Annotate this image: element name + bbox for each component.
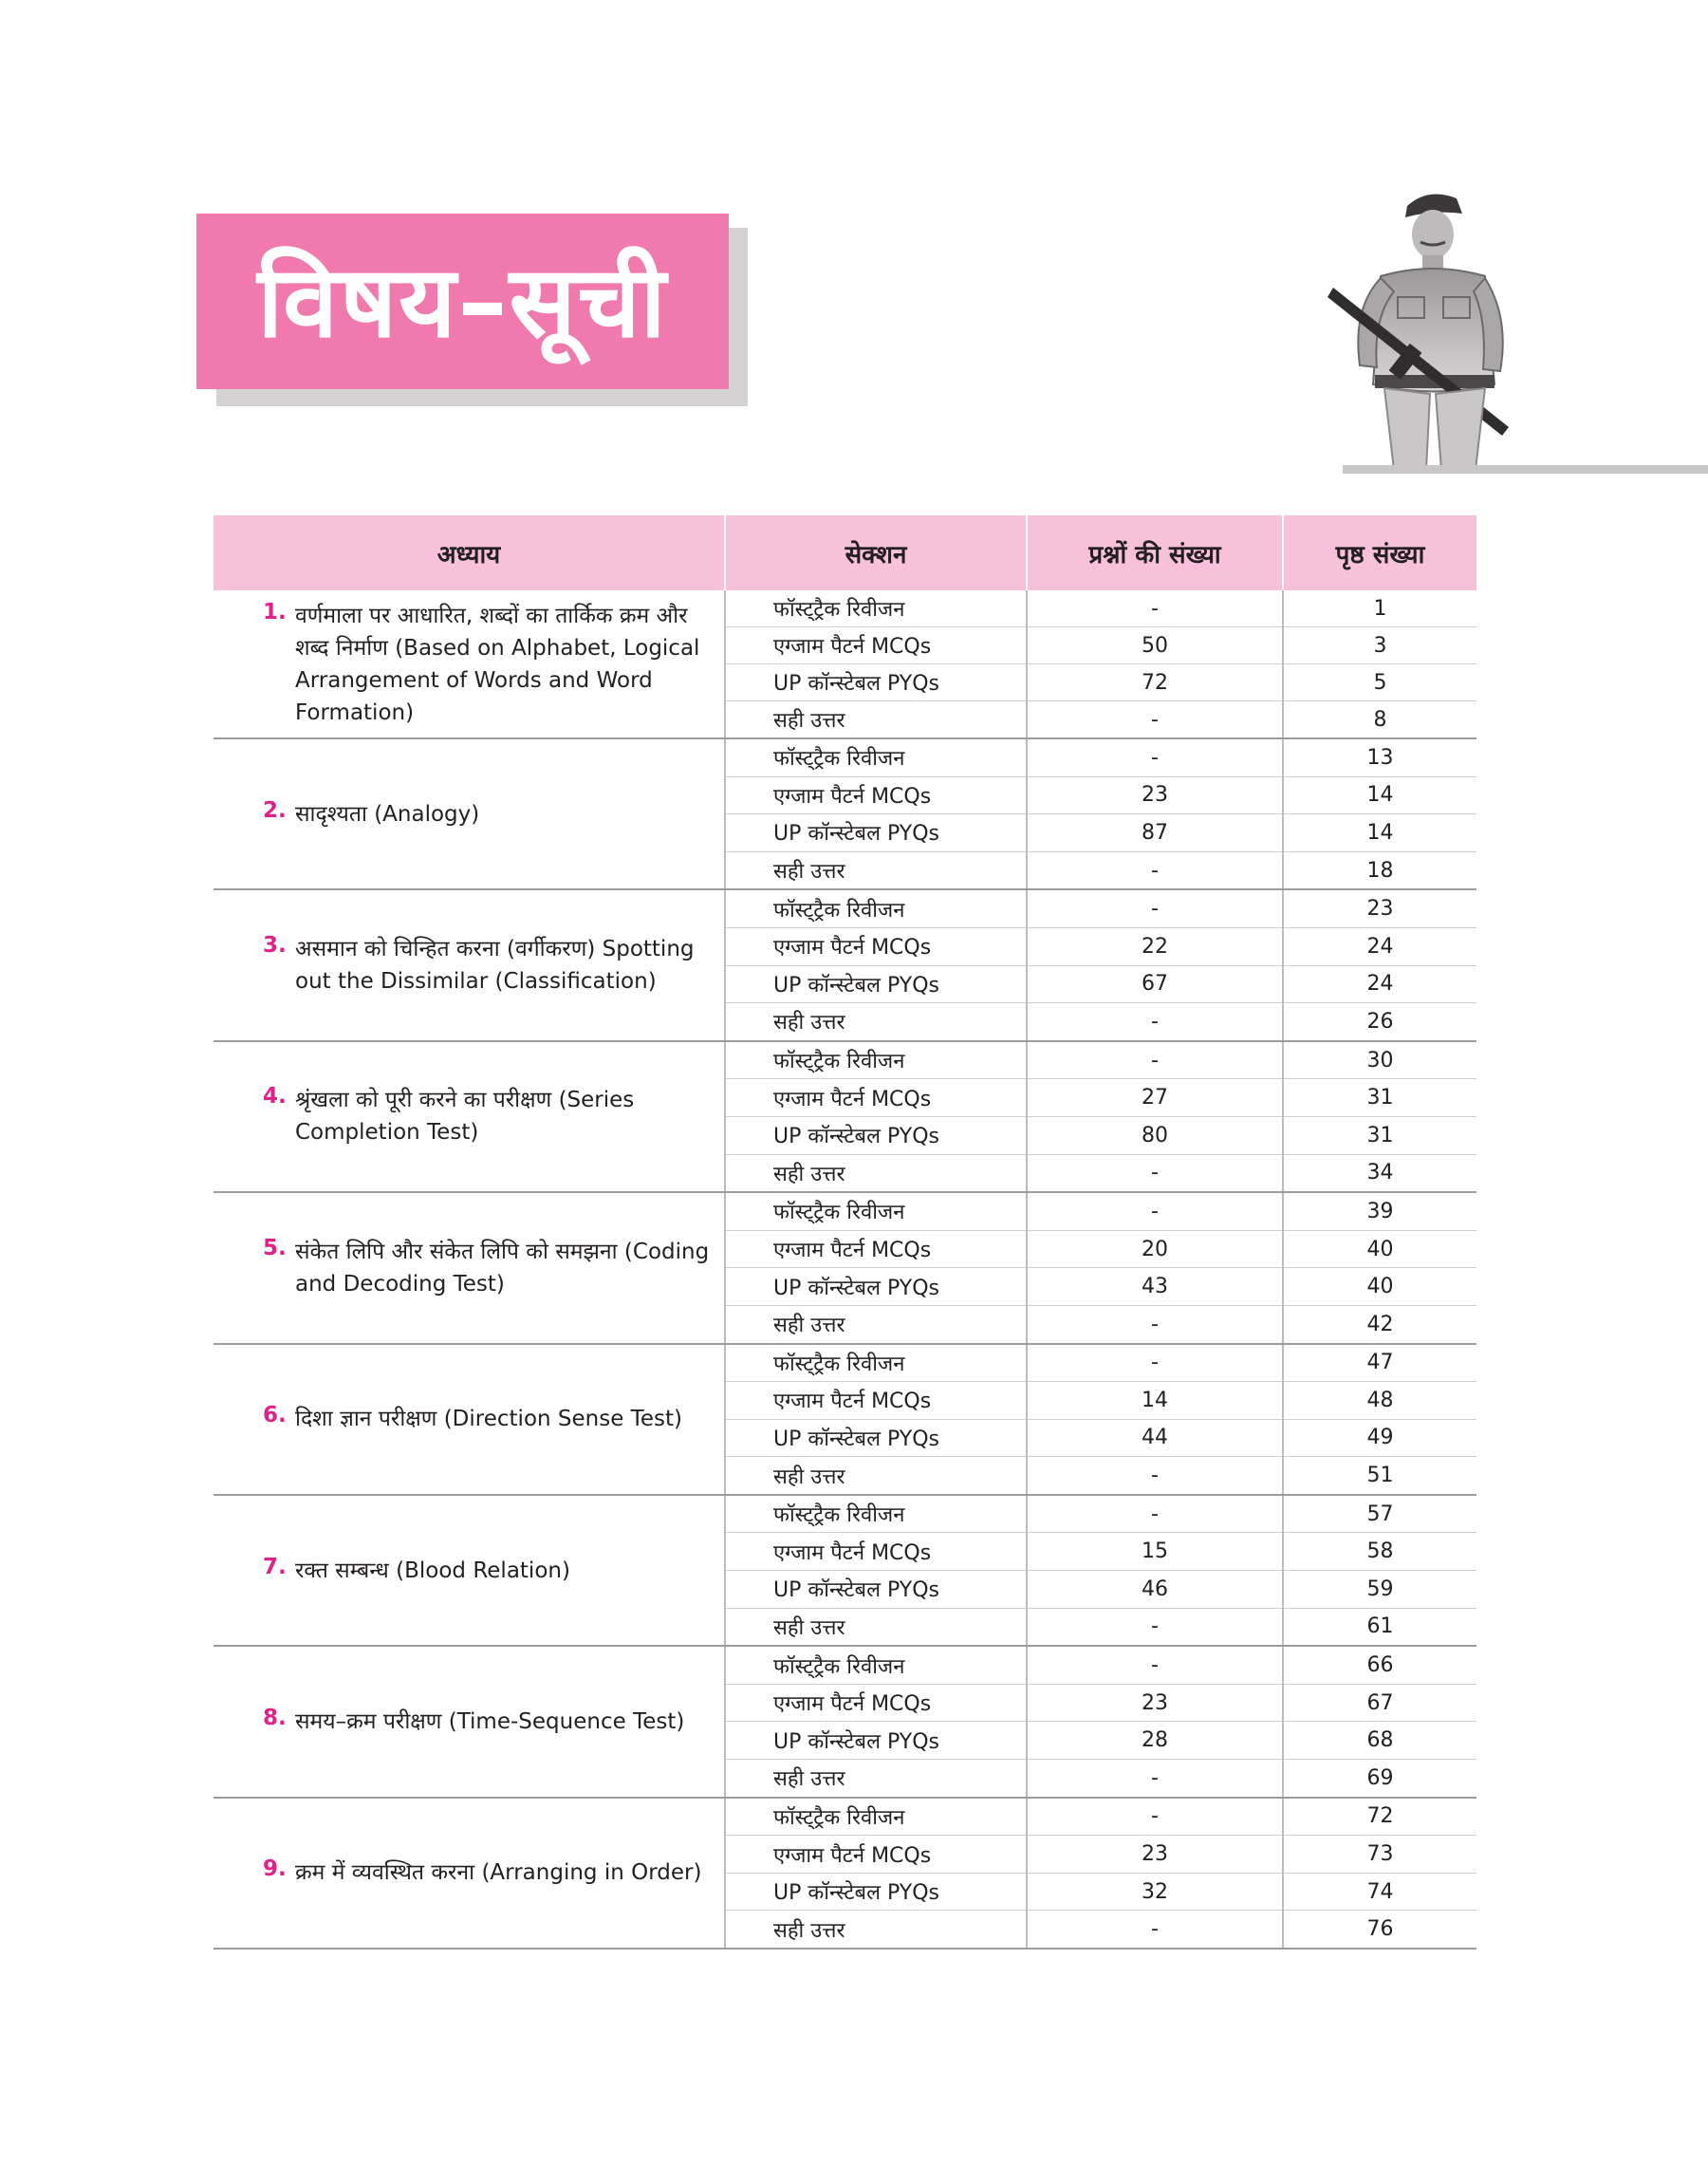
question-count-cell: 23 [1027, 776, 1283, 814]
section-cell: सही उत्तर [725, 1911, 1027, 1949]
question-count-cell: - [1027, 889, 1283, 927]
question-count-cell: 43 [1027, 1268, 1283, 1306]
section-cell: एग्जाम पैटर्न MCQs [725, 1382, 1027, 1420]
table-row [214, 738, 1476, 776]
section-cell: फॉस्ट्ट्रैक रिवीजन [725, 1495, 1027, 1533]
question-count-cell: 27 [1027, 1079, 1283, 1117]
page-number-cell: 31 [1283, 1116, 1476, 1154]
page-number-cell: 57 [1283, 1495, 1476, 1533]
chapter-number: 6. [263, 1403, 287, 1428]
section-cell: UP कॉन्स्टेबल PYQs [725, 814, 1027, 852]
question-count-cell: 14 [1027, 1382, 1283, 1420]
table-row [214, 1646, 1476, 1684]
section-cell: सही उत्तर [725, 851, 1027, 889]
section-cell: फॉस्ट्ट्रैक रिवीजन [725, 1192, 1027, 1230]
question-count-cell: 22 [1027, 927, 1283, 965]
question-count-cell: - [1027, 1003, 1283, 1041]
section-cell: सही उत्तर [725, 1457, 1027, 1495]
page-number-cell: 48 [1283, 1382, 1476, 1420]
chapter-title: रक्त सम्बन्ध (Blood Relation) [295, 1558, 570, 1583]
header-page-number: पृष्ठ संख्या [1283, 515, 1476, 590]
section-cell: सही उत्तर [725, 1305, 1027, 1343]
page-number-cell: 68 [1283, 1722, 1476, 1760]
page-number-cell: 49 [1283, 1419, 1476, 1457]
section-cell: फॉस्ट्ट्रैक रिवीजन [725, 1798, 1027, 1836]
page-number-cell: 24 [1283, 965, 1476, 1003]
page-number-cell: 42 [1283, 1305, 1476, 1343]
page-number-cell: 30 [1283, 1041, 1476, 1079]
section-cell: एग्जाम पैटर्न MCQs [725, 927, 1027, 965]
question-count-cell: - [1027, 1305, 1283, 1343]
header-chapter: अध्याय [214, 515, 725, 590]
chapter-entry [263, 1706, 715, 1738]
question-count-cell: - [1027, 1457, 1283, 1495]
section-cell: फॉस्ट्ट्रैक रिवीजन [725, 1646, 1027, 1684]
chapter-number: 1. [263, 599, 287, 625]
page-title: विषय–सूची [257, 243, 668, 360]
page-number-cell: 26 [1283, 1003, 1476, 1041]
section-cell: सही उत्तर [725, 1608, 1027, 1646]
chapter-cell [214, 1646, 725, 1797]
page-number-cell: 66 [1283, 1646, 1476, 1684]
chapter-number: 3. [263, 933, 287, 959]
page-number-cell: 31 [1283, 1079, 1476, 1117]
section-cell: UP कॉन्स्टेबल PYQs [725, 1116, 1027, 1154]
soldier-illustration [1314, 185, 1537, 475]
page-number-cell: 58 [1283, 1533, 1476, 1571]
section-cell: एग्जाम पैटर्न MCQs [725, 776, 1027, 814]
section-cell: फॉस्ट्ट्रैक रिवीजन [725, 1344, 1027, 1382]
header-questions: प्रश्नों की संख्या [1027, 515, 1283, 590]
page-number-cell: 23 [1283, 889, 1476, 927]
question-count-cell: 87 [1027, 814, 1283, 852]
question-count-cell: - [1027, 1911, 1283, 1949]
chapter-title: असमान को चिन्हित करना (वर्गीकरण) Spotting out the Dissimilar (Classification) [295, 937, 695, 995]
question-count-cell: 67 [1027, 965, 1283, 1003]
table-row [214, 1041, 1476, 1079]
page-number-cell: 76 [1283, 1911, 1476, 1949]
page-number-cell: 59 [1283, 1571, 1476, 1609]
chapter-cell [214, 1798, 725, 1949]
page-number-cell: 51 [1283, 1457, 1476, 1495]
chapter-cell [214, 590, 725, 738]
chapter-number: 7. [263, 1554, 287, 1579]
section-cell: एग्जाम पैटर्न MCQs [725, 1836, 1027, 1874]
question-count-cell: - [1027, 738, 1283, 776]
section-cell: एग्जाम पैटर्न MCQs [725, 627, 1027, 664]
chapter-cell [214, 1344, 725, 1495]
question-count-cell: - [1027, 1608, 1283, 1646]
decorative-line [1343, 465, 1708, 474]
section-cell: UP कॉन्स्टेबल PYQs [725, 1722, 1027, 1760]
page-number-cell: 1 [1283, 590, 1476, 627]
question-count-cell: - [1027, 590, 1283, 627]
question-count-cell: 50 [1027, 627, 1283, 664]
section-cell: सही उत्तर [725, 701, 1027, 739]
page-number-cell: 8 [1283, 701, 1476, 739]
chapter-cell [214, 738, 725, 889]
page-number-cell: 40 [1283, 1268, 1476, 1306]
question-count-cell: 15 [1027, 1533, 1283, 1571]
chapter-entry [263, 1856, 715, 1889]
question-count-cell: 46 [1027, 1571, 1283, 1609]
question-count-cell: 23 [1027, 1684, 1283, 1722]
section-cell: एग्जाम पैटर्न MCQs [725, 1079, 1027, 1117]
page-number-cell: 69 [1283, 1760, 1476, 1798]
page-number-cell: 47 [1283, 1344, 1476, 1382]
section-cell: UP कॉन्स्टेबल PYQs [725, 1419, 1027, 1457]
chapter-entry [263, 1236, 715, 1300]
page-number-cell: 72 [1283, 1798, 1476, 1836]
header-section: सेक्शन [725, 515, 1027, 590]
chapter-title: श्रृंखला को पूरी करने का परीक्षण (Series Completion Test) [295, 1088, 635, 1146]
question-count-cell: - [1027, 1154, 1283, 1192]
question-count-cell: - [1027, 1495, 1283, 1533]
table-row [214, 1344, 1476, 1382]
page-number-cell: 74 [1283, 1873, 1476, 1911]
section-cell: UP कॉन्स्टेबल PYQs [725, 1571, 1027, 1609]
page-number-cell: 39 [1283, 1192, 1476, 1230]
page-number-cell: 14 [1283, 814, 1476, 852]
chapter-title: दिशा ज्ञान परीक्षण (Direction Sense Test) [295, 1407, 682, 1432]
section-cell: फॉस्ट्ट्रैक रिवीजन [725, 1041, 1027, 1079]
chapter-title: सादृश्यता (Analogy) [295, 801, 480, 827]
chapter-number: 4. [263, 1084, 287, 1110]
chapter-entry [263, 798, 715, 830]
chapter-cell [214, 1495, 725, 1646]
chapter-number: 8. [263, 1705, 287, 1730]
section-cell: UP कॉन्स्टेबल PYQs [725, 664, 1027, 701]
question-count-cell: - [1027, 1798, 1283, 1836]
page-number-cell: 61 [1283, 1608, 1476, 1646]
chapter-number: 2. [263, 797, 287, 823]
page-number-cell: 13 [1283, 738, 1476, 776]
chapter-number: 9. [263, 1856, 287, 1882]
section-cell: फॉस्ट्ट्रैक रिवीजन [725, 590, 1027, 627]
section-cell: UP कॉन्स्टेबल PYQs [725, 1873, 1027, 1911]
question-count-cell: 44 [1027, 1419, 1283, 1457]
page-number-cell: 5 [1283, 664, 1476, 701]
section-cell: UP कॉन्स्टेबल PYQs [725, 965, 1027, 1003]
chapter-entry [263, 600, 715, 729]
question-count-cell: - [1027, 851, 1283, 889]
section-cell: एग्जाम पैटर्न MCQs [725, 1230, 1027, 1268]
page-number-cell: 67 [1283, 1684, 1476, 1722]
question-count-cell: 23 [1027, 1836, 1283, 1874]
chapter-entry [263, 1555, 715, 1587]
chapter-entry [263, 933, 715, 998]
section-cell: फॉस्ट्ट्रैक रिवीजन [725, 738, 1027, 776]
question-count-cell: - [1027, 1760, 1283, 1798]
page-number-cell: 40 [1283, 1230, 1476, 1268]
chapter-number: 5. [263, 1235, 287, 1260]
chapter-cell [214, 1192, 725, 1343]
section-cell: फॉस्ट्ट्रैक रिवीजन [725, 889, 1027, 927]
chapter-title: वर्णमाला पर आधारित, शब्दों का तार्किक क्रम और शब्द निर्माण (Based on Alphabet, Logical Arrangement of Words and Word Formation) [295, 603, 700, 725]
question-count-cell: 72 [1027, 664, 1283, 701]
chapter-title: संकेत लिपि और संकेत लिपि को समझना (Coding and Decoding Test) [295, 1239, 710, 1297]
chapter-title: समय–क्रम परीक्षण (Time-Sequence Test) [295, 1708, 685, 1734]
page-number-cell: 73 [1283, 1836, 1476, 1874]
question-count-cell: - [1027, 1192, 1283, 1230]
question-count-cell: - [1027, 701, 1283, 739]
table-row [214, 1798, 1476, 1836]
section-cell: एग्जाम पैटर्न MCQs [725, 1684, 1027, 1722]
table-row [214, 1192, 1476, 1230]
table-row [214, 889, 1476, 927]
question-count-cell: - [1027, 1646, 1283, 1684]
question-count-cell: - [1027, 1344, 1283, 1382]
contents-table [214, 515, 1476, 1950]
chapter-cell [214, 889, 725, 1040]
title-banner [196, 214, 729, 389]
question-count-cell: 28 [1027, 1722, 1283, 1760]
page-number-cell: 18 [1283, 851, 1476, 889]
question-count-cell: 32 [1027, 1873, 1283, 1911]
chapter-entry [263, 1084, 715, 1148]
section-cell: सही उत्तर [725, 1154, 1027, 1192]
table-row [214, 590, 1476, 627]
page-number-cell: 14 [1283, 776, 1476, 814]
section-cell: सही उत्तर [725, 1003, 1027, 1041]
section-cell: UP कॉन्स्टेबल PYQs [725, 1268, 1027, 1306]
page-number-cell: 3 [1283, 627, 1476, 664]
chapter-title: क्रम में व्यवस्थित करना (Arranging in Order) [295, 1860, 702, 1886]
question-count-cell: 80 [1027, 1116, 1283, 1154]
table-row [214, 1495, 1476, 1533]
page-number-cell: 34 [1283, 1154, 1476, 1192]
section-cell: सही उत्तर [725, 1760, 1027, 1798]
section-cell: एग्जाम पैटर्न MCQs [725, 1533, 1027, 1571]
chapter-cell [214, 1041, 725, 1192]
question-count-cell: 20 [1027, 1230, 1283, 1268]
chapter-entry [263, 1403, 715, 1435]
question-count-cell: - [1027, 1041, 1283, 1079]
page-number-cell: 24 [1283, 927, 1476, 965]
header-row [214, 515, 1476, 590]
